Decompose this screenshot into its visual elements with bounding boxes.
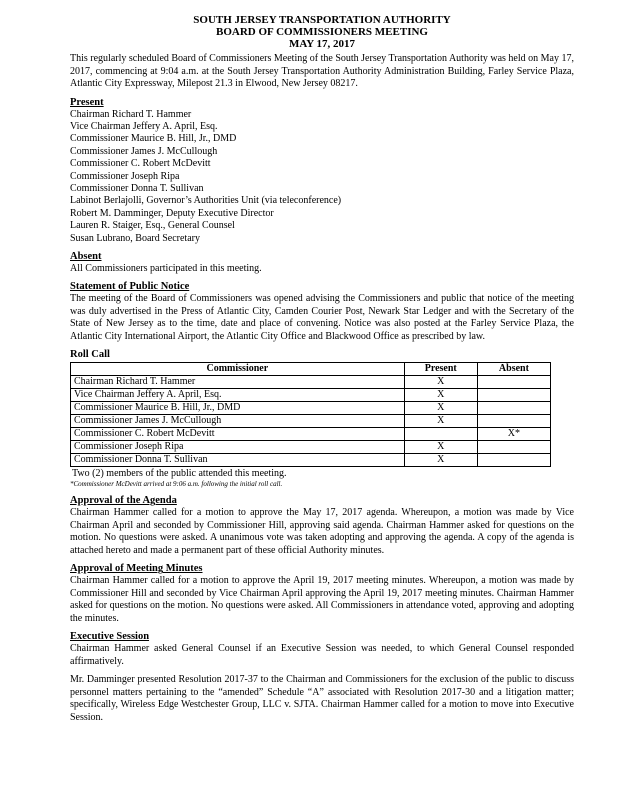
- table-row: [71, 389, 551, 402]
- header-date: MAY 17, 2017: [288, 38, 356, 50]
- row-name: Chairman Richard T. Hammer: [71, 376, 405, 389]
- row-absent: [477, 454, 550, 467]
- roll-call-table: [70, 362, 551, 467]
- intro-paragraph: This regularly scheduled Board of Commissioners Meeting of the South Jersey Transportation Authority was held on May 17, 2017, commencing at 9:04 a.m. at the South Jersey Transportation Authority Administration Building, Farley Service Plaza, Atlantic City Expressway, Milepost 21.3 in Elwood, New Jersey 08217.: [70, 53, 574, 89]
- table-header-row: [71, 363, 551, 376]
- row-absent: [477, 441, 550, 454]
- notice-heading: Statement of Public Notice: [70, 281, 190, 293]
- present-item: Commissioner C. Robert McDevitt: [70, 158, 211, 170]
- present-item: Lauren R. Staiger, Esq., General Counsel: [70, 220, 235, 232]
- table-row: [71, 441, 551, 454]
- absent-heading: Absent: [70, 250, 102, 262]
- table-row: [71, 428, 551, 441]
- roll-call-footnote: *Commissioner McDevitt arrived at 9:06 a.m. following the initial roll call.: [70, 480, 283, 489]
- table-row: [71, 454, 551, 467]
- row-present: X: [404, 376, 477, 389]
- present-section: [70, 97, 574, 245]
- present-item: Commissioner James J. McCullough: [70, 145, 218, 157]
- column-header-present: Present: [404, 363, 477, 376]
- executive-text-2: Mr. Damminger presented Resolution 2017-37 to the Chairman and Commissioners for the exclusion of the public to discuss personnel matters pertaining to the “amended” Schedule “A” associated with Resolution 2017-30 and a litigation matter; specifically, Wireless Edge Westchester Group, LLC v. SJTA. Chairman Hammer called for a motion to move into Executive Session.: [70, 674, 574, 723]
- table-row: [71, 415, 551, 428]
- row-present: X: [404, 389, 477, 402]
- row-absent: [477, 402, 550, 415]
- header-meeting: BOARD OF COMMISSIONERS MEETING: [216, 26, 428, 38]
- notice-section: [70, 281, 574, 343]
- executive-text-1: Chairman Hammer asked General Counsel if an Executive Session was needed, to which General Counsel responded affirmatively.: [70, 643, 574, 667]
- row-name: Commissioner James J. McCullough: [71, 415, 405, 428]
- roll-call-heading: Roll Call: [70, 349, 110, 361]
- present-item: Commissioner Joseph Ripa: [70, 170, 180, 182]
- minutes-section: [70, 563, 574, 625]
- row-absent: [477, 389, 550, 402]
- row-present: [404, 428, 477, 441]
- agenda-heading: Approval of the Agenda: [70, 495, 177, 507]
- present-heading: Present: [70, 96, 104, 108]
- present-item: Commissioner Donna T. Sullivan: [70, 182, 204, 194]
- executive-heading: Executive Session: [70, 631, 150, 643]
- row-present: X: [404, 402, 477, 415]
- absent-section: [70, 251, 574, 276]
- present-item: Vice Chairman Jeffery A. April, Esq.: [70, 120, 218, 132]
- row-absent: X*: [477, 428, 550, 441]
- row-name: Vice Chairman Jeffery A. April, Esq.: [71, 389, 405, 402]
- public-attendance: Two (2) members of the public attended this meeting.: [72, 468, 287, 480]
- agenda-section: [70, 495, 574, 557]
- table-row: [71, 402, 551, 415]
- row-present: X: [404, 454, 477, 467]
- minutes-heading: Approval of Meeting Minutes: [70, 563, 203, 575]
- present-item: Robert M. Damminger, Deputy Executive Director: [70, 207, 274, 219]
- column-header-commissioner: Commissioner: [71, 363, 405, 376]
- row-name: Commissioner Donna T. Sullivan: [71, 454, 405, 467]
- row-name: Commissioner Joseph Ripa: [71, 441, 405, 454]
- present-item: Commissioner Maurice B. Hill, Jr., DMD: [70, 133, 237, 145]
- absent-text: All Commissioners participated in this meeting.: [70, 262, 262, 274]
- row-present: X: [404, 441, 477, 454]
- present-item: Susan Lubrano, Board Secretary: [70, 232, 200, 244]
- minutes-text: Chairman Hammer called for a motion to approve the April 19, 2017 meeting minutes. Whereupon, a motion was made by Commissioner Hill and seconded by Vice Chairman April approving the April 19, 2017 meeting minutes. Chairman Hammer asked for questions on the motion. No questions were asked. All Commissioners in attendance voted, approving and adopting the minutes.: [70, 575, 574, 624]
- executive-section: [70, 631, 574, 724]
- row-name: Commissioner C. Robert McDevitt: [71, 428, 405, 441]
- row-absent: [477, 415, 550, 428]
- present-item: Chairman Richard T. Hammer: [70, 108, 192, 120]
- present-list: [70, 109, 574, 245]
- header-authority: SOUTH JERSEY TRANSPORTATION AUTHORITY: [193, 14, 451, 26]
- document-header: [70, 14, 574, 50]
- row-name: Commissioner Maurice B. Hill, Jr., DMD: [71, 402, 405, 415]
- table-row: [71, 376, 551, 389]
- row-absent: [477, 376, 550, 389]
- agenda-text: Chairman Hammer called for a motion to approve the May 17, 2017 agenda. Whereupon, a motion was made by Vice Chairman April and seconded by Commissioner Hill, approving said agenda. Chairman Hammer asked for questions on the motion. No questions were asked. A unanimous vote was taken adopting and approving the agenda. A copy of the agenda is attached hereto and made a permanent part of these official Authority minutes.: [70, 507, 574, 556]
- row-present: X: [404, 415, 477, 428]
- present-item: Labinot Berlajolli, Governor’s Authorities Unit (via teleconference): [70, 195, 342, 207]
- notice-text: The meeting of the Board of Commissioners was opened advising the Commissioners and public that notice of the meeting was duly advertised in the Press of Atlantic City, Camden Courier Post, Newark Star Ledger and with the Secretary of the State of New Jersey as to the time, date and place of convening. Notice was also posted at the Farley Service Plaza, the Atlantic City International Airport, the Atlantic City Office and Blackwood Office as prescribed by law.: [70, 293, 574, 342]
- column-header-absent: Absent: [477, 363, 550, 376]
